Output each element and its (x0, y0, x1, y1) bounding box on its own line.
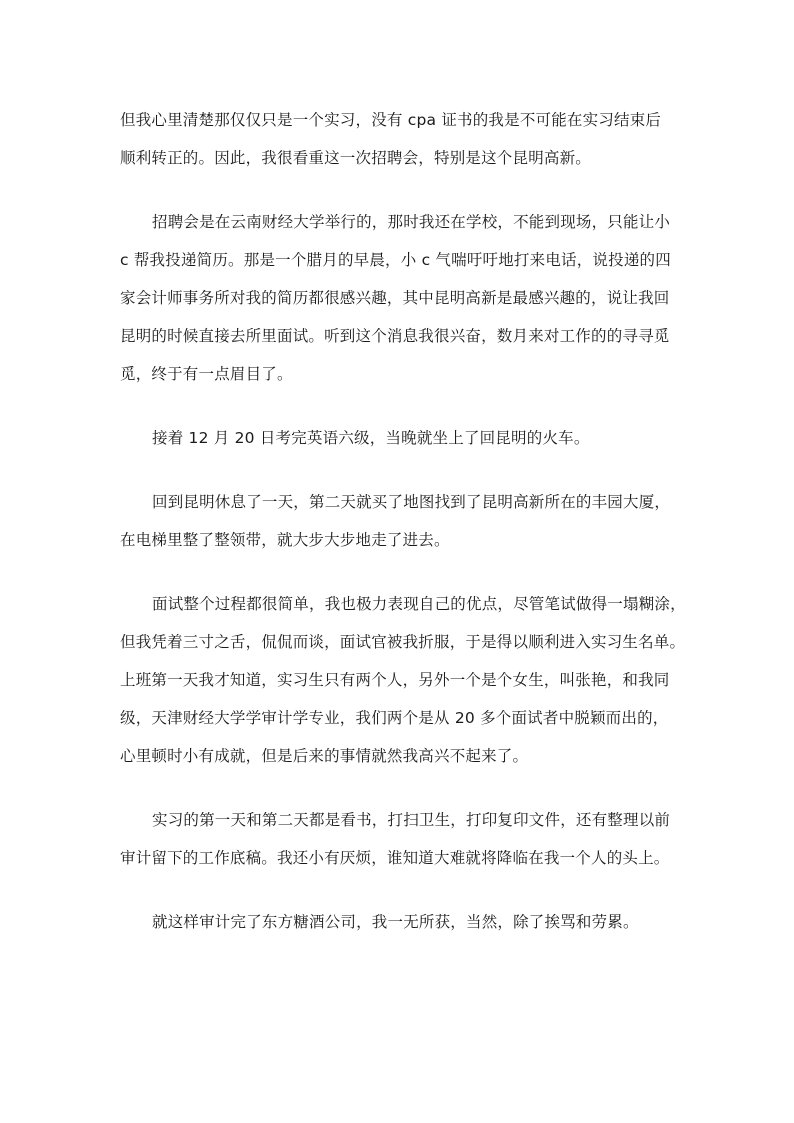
paragraph-1 (120, 101, 676, 177)
paragraph-line: 回到昆明休息了一天，第二天就买了地图找到了昆明高新所在的丰园大厦， (152, 493, 671, 511)
paragraph-line: 心里顿时小有成就，但是后来的事情就然我高兴不起来了。 (120, 747, 529, 765)
paragraph-line: 顺利转正的。因此，我很看重这一次招聘会，特别是这个昆明高新。 (120, 149, 592, 167)
paragraph-line: 招聘会是在云南财经大学举行的，那时我还在学校，不能到现场，只能让小 (152, 213, 671, 231)
paragraph-line: 级，天津财经大学学审计学专业，我们两个是从 20 多个面试者中脱颖而出的， (120, 709, 669, 727)
paragraph-line: 接着 12 月 20 日考完英语六级，当晚就坐上了回昆明的火车。 (152, 429, 590, 447)
paragraph-line: 但我心里清楚那仅仅只是一个实习，没有 cpa 证书的我是不可能在实习结束后 (120, 111, 662, 129)
paragraph-line: 面试整个过程都很简单，我也极力表现自己的优点，尽管笔试做得一塌糊涂， (152, 595, 686, 613)
paragraph-4 (120, 483, 676, 559)
paragraph-5 (120, 585, 686, 775)
paragraph-line: 实习的第一天和第二天都是看书，打扫卫生，打印复印文件，还有整理以前 (152, 811, 671, 829)
paragraph-line: 审计留下的工作底稿。我还小有厌烦，谁知道大难就将降临在我一个人的头上。 (120, 849, 670, 867)
paragraph-7 (120, 903, 676, 941)
paragraph-line: 但我凭着三寸之舌，侃侃而谈，面试官被我折服，于是得以顺利进入实习生名单。 (120, 633, 686, 651)
paragraph-line: c 帮我投递简历。那是一个腊月的早晨，小 c 气喘吁吁地打来电话，说投递的四 (120, 251, 671, 269)
paragraph-line: 觅，终于有一点眉目了。 (120, 365, 293, 383)
paragraph-line: 就这样审计完了东方糖酒公司，我一无所获，当然，除了挨骂和劳累。 (152, 913, 639, 931)
paragraph-line: 在电梯里整了整领带，就大步大步地走了进去。 (120, 531, 450, 549)
paragraph-2 (120, 203, 676, 393)
document-body (120, 101, 686, 941)
paragraph-3 (120, 419, 676, 457)
paragraph-line: 昆明的时候直接去所里面试。听到这个消息我很兴奋，数月来对工作的的寻寻觅 (120, 327, 670, 345)
paragraph-line: 上班第一天我才知道，实习生只有两个人，另外一个是个女生，叫张艳，和我同 (120, 671, 670, 689)
paragraph-line: 家会计师事务所对我的简历都很感兴趣，其中昆明高新是最感兴趣的，说让我回 (120, 289, 670, 307)
paragraph-6 (120, 801, 676, 877)
